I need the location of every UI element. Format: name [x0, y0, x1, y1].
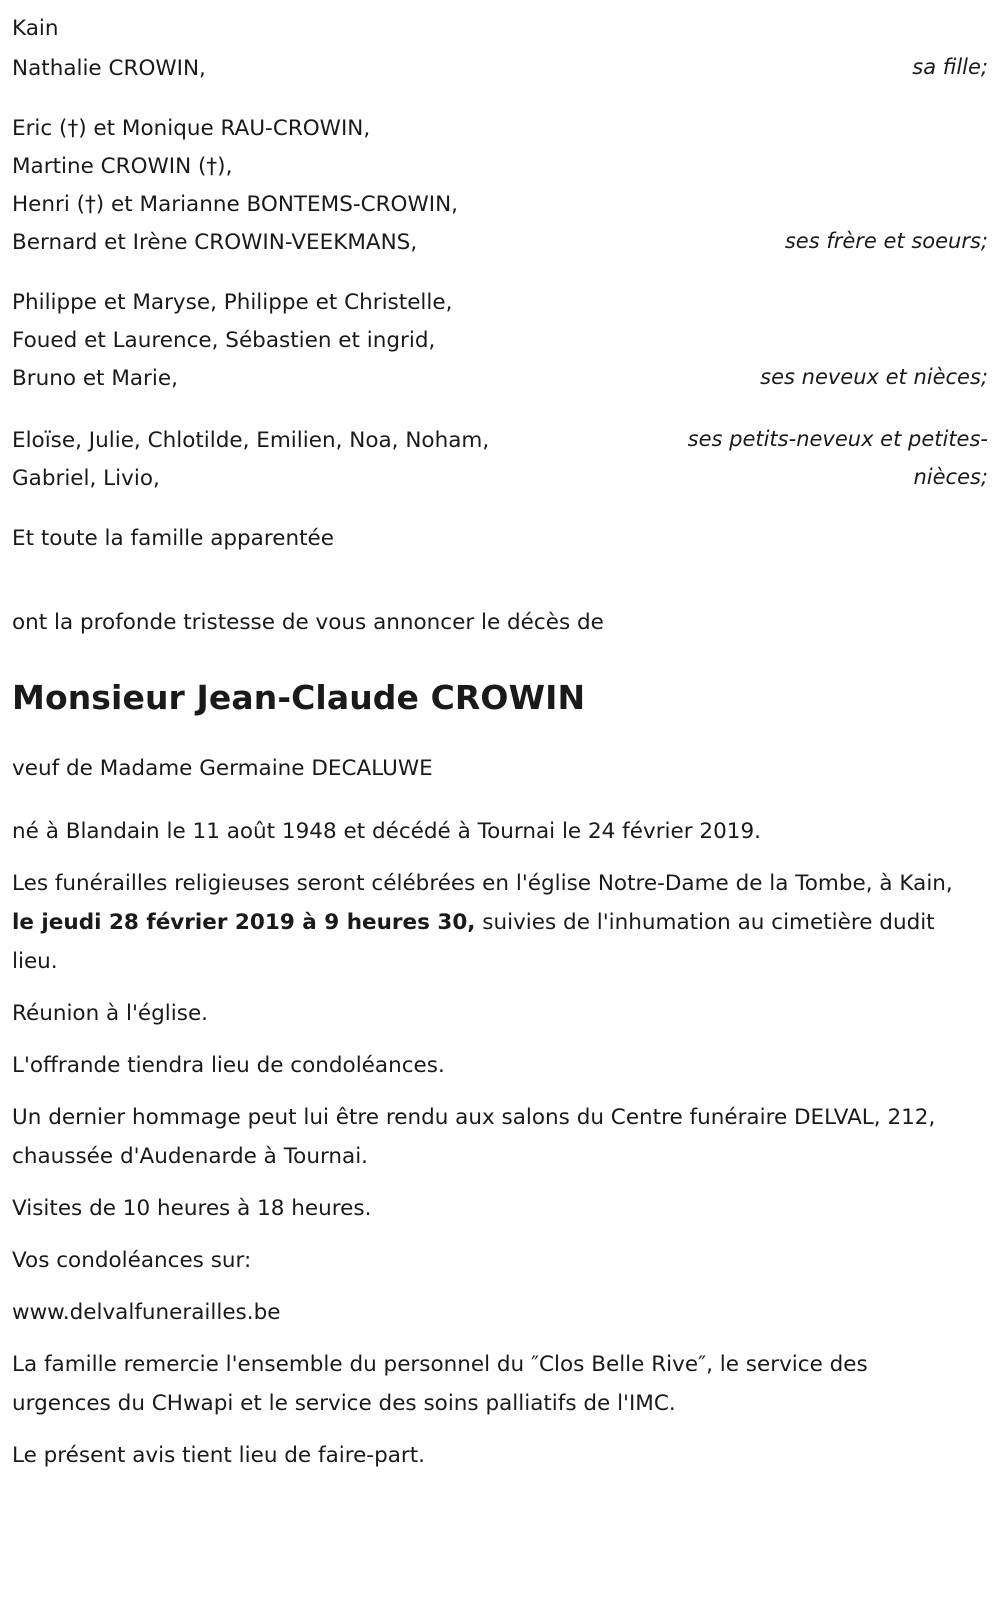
family-group	[12, 110, 988, 262]
condolences-url[interactable]: www.delvalfunerailles.be	[12, 1300, 281, 1325]
family-name-line: Foued et Laurence, Sébastien et ingrid,	[12, 328, 436, 353]
family-name-line: Bruno et Marie,	[12, 366, 178, 391]
funeral-details	[12, 864, 964, 981]
funeral-datetime: le jeudi 28 février 2019 à 9 heures 30,	[12, 910, 476, 935]
funeral-text-before: Les funérailles religieuses seront célébrées en l'église Notre-Dame de la Tombe, à Kain,	[12, 871, 953, 896]
family-group	[12, 420, 988, 498]
offering-line: L'offrande tiendra lieu de condoléances.	[12, 1053, 445, 1078]
family-name-line: Martine CROWIN (†),	[12, 154, 233, 179]
relation-label: ses petits-neveux et petites-nièces;	[687, 427, 988, 489]
funeral-text-after: suivies de l'inhumation au cimetière dudit lieu.	[12, 910, 935, 974]
relation-label: ses frère et soeurs;	[784, 229, 988, 253]
family-names	[12, 520, 334, 558]
family-names	[12, 50, 206, 88]
reunion-line: Réunion à l'église.	[12, 1001, 209, 1026]
family-name-line: Bernard et Irène CROWIN-VEEKMANS,	[12, 230, 418, 255]
family-name-line: Et toute la famille apparentée	[12, 526, 334, 551]
family-name-line: Philippe et Maryse, Philippe et Christelle,	[12, 290, 453, 315]
visits-line: Visites de 10 heures à 18 heures.	[12, 1196, 372, 1221]
relation-label: sa fille;	[912, 55, 988, 79]
condolences-label: Vos condoléances sur:	[12, 1248, 252, 1273]
family-name-line: Eloïse, Julie, Chlotilde, Emilien, Noa, Noham,	[12, 428, 490, 453]
locality: Kain	[12, 16, 59, 41]
family-group	[12, 520, 988, 558]
homage-line: Un dernier hommage peut lui être rendu aux salons du Centre funéraire DELVAL, 212, chaussée d'Audenarde à Tournai.	[12, 1105, 936, 1169]
deceased-name: Monsieur Jean-Claude CROWIN	[12, 678, 586, 717]
family-name-line: Henri (†) et Marianne BONTEMS-CROWIN,	[12, 192, 458, 217]
family-group	[12, 48, 988, 88]
family-names	[12, 284, 452, 398]
family-name-line: Eric (†) et Monique RAU-CROWIN,	[12, 116, 371, 141]
announcement-text: ont la profonde tristesse de vous annoncer le décès de	[12, 610, 604, 635]
relation-label: ses neveux et nièces;	[760, 365, 988, 389]
spouse-line: veuf de Madame Germaine DECALUWE	[12, 756, 433, 781]
family-names	[12, 422, 489, 498]
family-names	[12, 110, 458, 262]
closing-line: Le présent avis tient lieu de faire-part.	[12, 1443, 425, 1468]
thanks-line: La famille remercie l'ensemble du personnel du ″Clos Belle Rive″, le service des urgences du CHwapi et le service des soins palliatifs de l'IMC.	[12, 1352, 868, 1416]
family-group	[12, 284, 988, 398]
birth-death-line: né à Blandain le 11 août 1948 et décédé à Tournai le 24 février 2019.	[12, 819, 761, 844]
family-name-line: Gabriel, Livio,	[12, 466, 160, 491]
family-name-line: Nathalie CROWIN,	[12, 56, 206, 81]
